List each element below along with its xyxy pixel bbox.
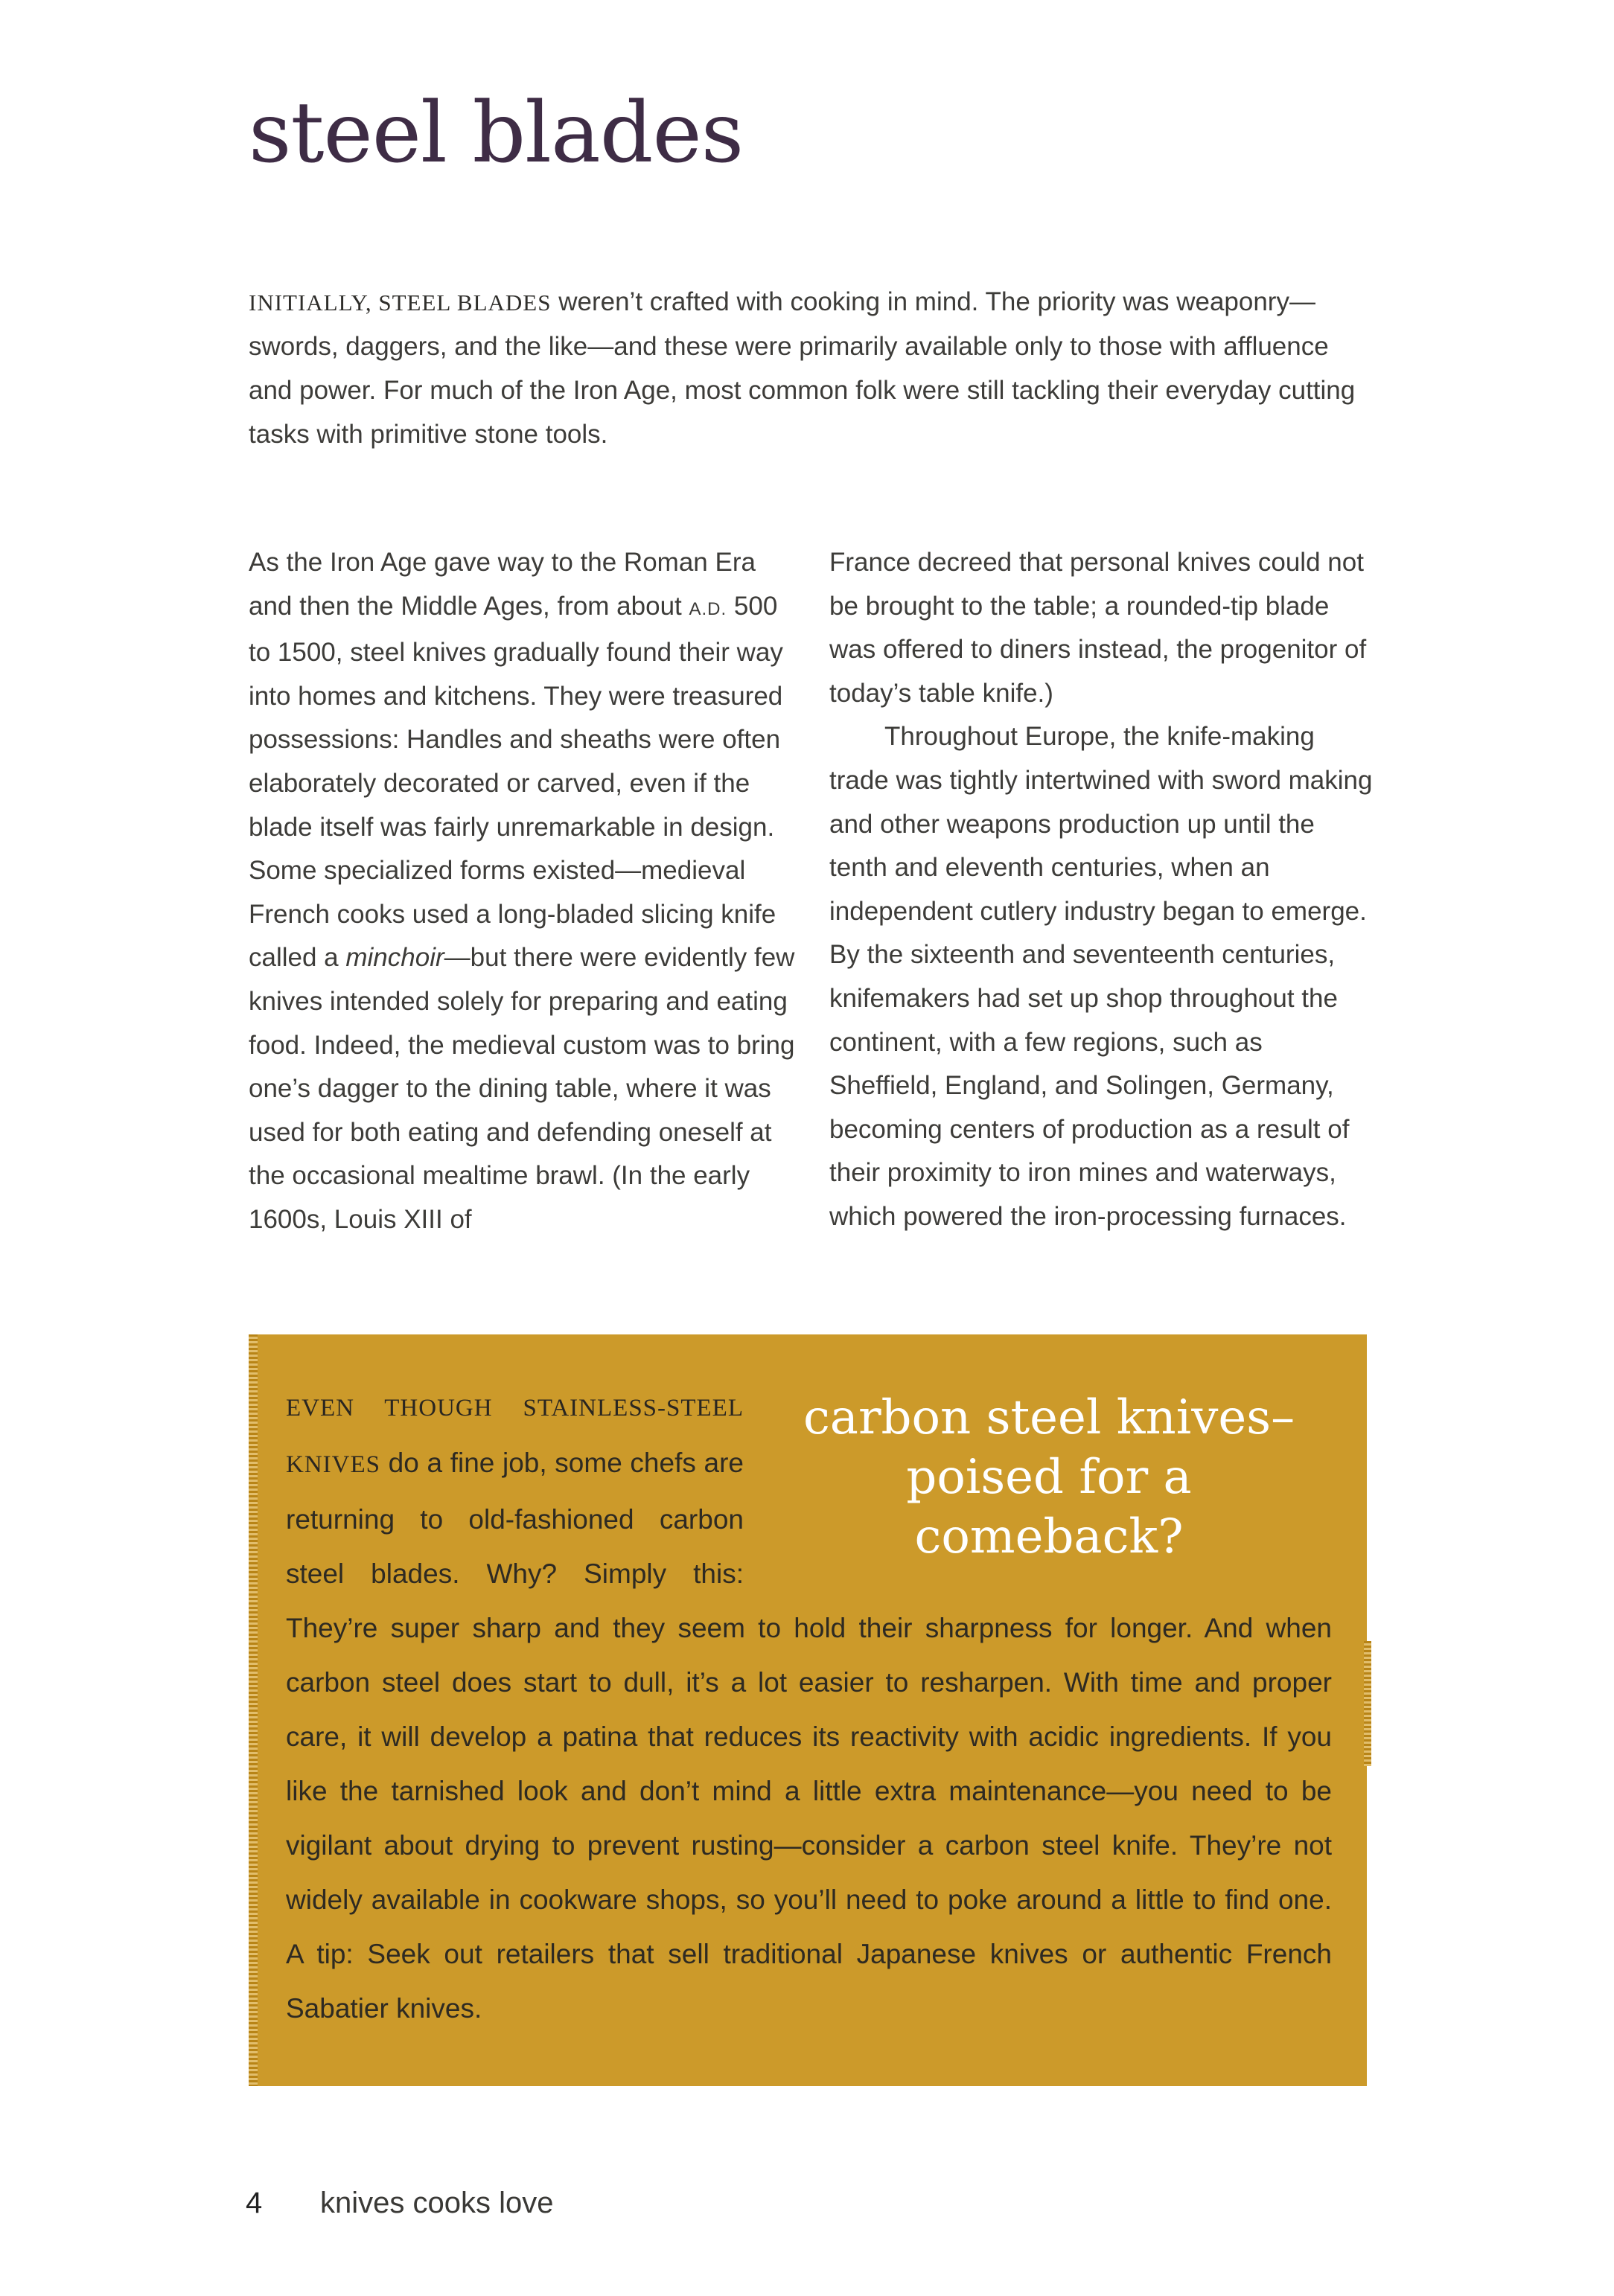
body-p1-part-a: As the Iron Age gave way to the Roman Era and then the Middle Ages, from about [249, 548, 756, 621]
intro-lead-in: INITIALLY, STEEL BLADES [249, 290, 552, 316]
body-column-left [249, 541, 796, 1242]
body-p1-part-c: —but there were evidently few knives intended solely for preparing and eating food. Indeed, the medieval custom was to bring one’s dagger to the dining table, where it was used for both eating and defending oneself at the occasional mealtime brawl. (In the early 1600s, Louis XIII of [249, 943, 795, 1234]
pull-quote-line-1: carbon steel knives– [803, 1390, 1295, 1445]
body-p1-part-b: 500 to 1500, steel knives gradually found their way into homes and kitchens. They were treasured possessions: Handles and sheaths were often elaborately decorated or carved, even if the blade itself was fairly unremarkable in design. Some specialized forms existed—medieval French cooks used a long-bladed slicing knife called a [249, 591, 783, 973]
running-footer-title: knives cooks love [320, 2187, 554, 2219]
sidebar-text [286, 1379, 1332, 2036]
pull-quote [766, 1388, 1332, 1599]
body-p1-continued: France decreed that personal knives could not be brought to the table; a rounded-tip blade was offered to diners instead, the progenitor of today’s table knife.) [829, 548, 1367, 708]
pull-quote-line-2: poised for a comeback? [906, 1450, 1192, 1564]
body-p2-text: Throughout Europe, the knife-making trade was tightly intertwined with sword making and other weapons production up until the tenth and eleventh centuries, when an independent cutlery industry began to emerge. By the sixteenth and seventeenth centuries, knifemakers had set up shop throughout the continent, with a few regions, such as Sheffield, England, and Solingen, Germany, becoming centers of production as a result of their proximity to iron mines and waterways, which powered the iron-processing furnaces. [829, 722, 1373, 1231]
sidebar-body: do a fine job, some chefs are returning to old-fashioned carbon steel blades. Why? Simply this: They’re super sharp and they seem to hold their sharpness for longer. And when carbon steel does start to dull, it’s a lot easier to resharpen. With time and proper care, it will develop a patina that reduces its reactivity with acidic ingredients. If you like the tarnished look and don’t mind a little extra maintenance—you need to be vigilant about drying to prevent rusting—consider a carbon steel knife. They’re not widely available in cookware shops, so you’ll need to poke around a little to find one. A tip: Seek out retailers that sell traditional Japanese knives or authentic French Sabatier knives. [286, 1448, 1332, 2024]
body-column-right [829, 541, 1377, 1239]
sidebar-lead-in: EVEN THOUGH STAINLESS-STEEL KNIVES [286, 1395, 744, 1478]
intro-text: weren’t crafted with cooking in mind. The priority was weaponry—swords, daggers, and the like—and these were primarily available only to those with affluence and power. For much of the Iron Age, most common folk were still tackling their everyday cutting tasks with primitive stone tools. [249, 287, 1356, 449]
intro-paragraph [249, 280, 1373, 456]
body-term-minchoir: minchoir [345, 943, 444, 973]
carbon-steel-sidebar [249, 1334, 1367, 2086]
page-footer [246, 2187, 553, 2220]
body-era-abbrev: A.D. [689, 598, 727, 619]
body-paragraph-2 [829, 715, 1377, 1238]
sidebar-decorative-edge [249, 1334, 258, 2086]
page-title: steel blades [249, 85, 744, 182]
pullquote-decorative-edge [1364, 1641, 1371, 1766]
page-number: 4 [246, 2187, 263, 2219]
